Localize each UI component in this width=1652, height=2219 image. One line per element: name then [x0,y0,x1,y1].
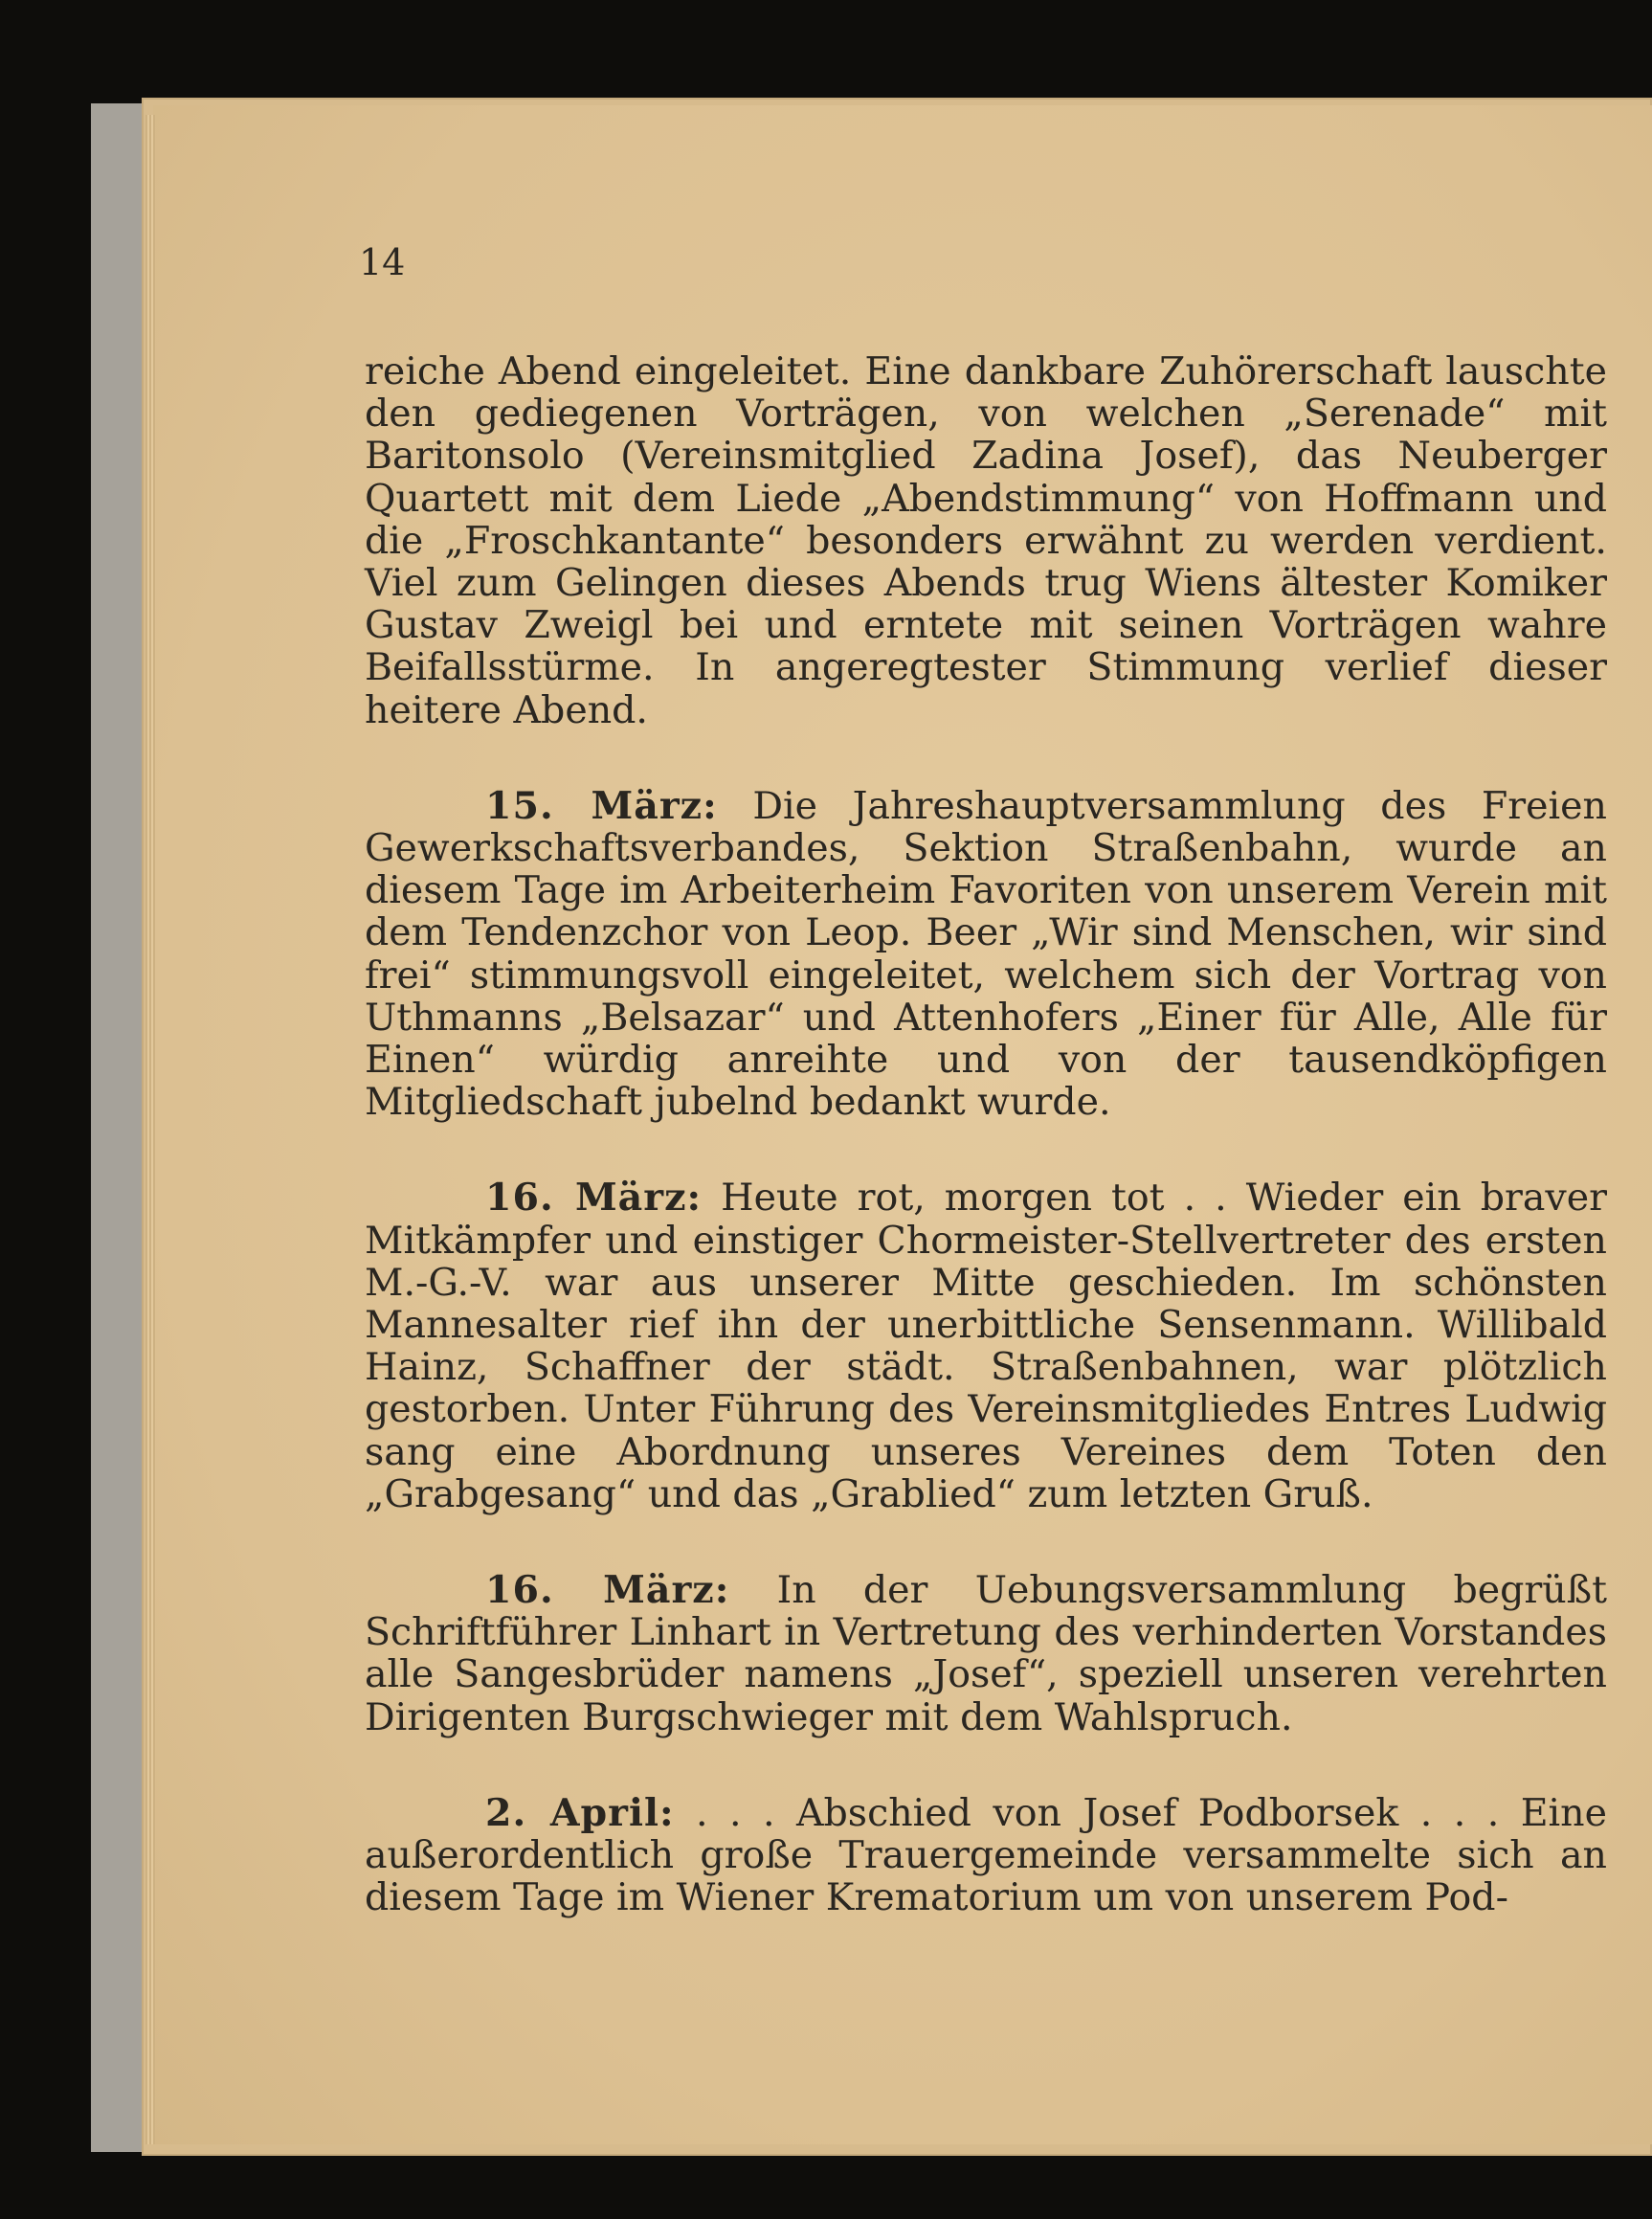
paragraph-text: . . . Abschied von Josef Podborsek . . . Eine außerordentlich große Trauergemeinde versammelte sich an diesem Tage im Wiener Krematorium um von unserem Pod- [365,1790,1607,1920]
paragraph-entry [365,1569,1607,1738]
body-text [365,350,1607,1919]
entry-date: 16. März: [485,1176,703,1221]
paragraph-entry [365,1177,1607,1515]
paragraph-text: Heute rot, morgen tot . . Wieder ein braver Mitkämpfer und einstiger Chormeister-Stellvertreter des ersten M.-G.-V. war aus unserer Mitte geschieden. Im schönsten Mannesalter rief ihn der unerbittliche Sensenmann. Willibald Hainz, Schaffner der städt. Straßenbahnen, war plötzlich gestorben. Unter Führung des Vereinsmitgliedes Entres Ludwig sang eine Abordnung unseres Vereines dem Toten den „Grabgesang“ und das „Grablied“ zum letzten Gruß. [365,1176,1607,1516]
entry-date: 16. März: [485,1568,730,1613]
paragraph-text: Die Jahreshauptversammlung des Freien Gewerkschaftsverbandes, Sektion Straßenbahn, wurde an diesem Tage im Arbeiterheim Favoriten von unserem Verein mit dem Tendenzchor von Leop. Beer „Wir sind Menschen, wir sind frei“ stimmungsvoll eingeleitet, welchem sich der Vortrag von Uthmanns „Belsazar“ und Attenhofers „Einer für Alle, Alle für Einen“ würdig anreihte und von der tausendköpfigen Mitgliedschaft jubelnd bedankt wurde. [365,783,1607,1125]
paragraph-text: reiche Abend eingeleitet. Eine dankbare Zuhörerschaft lauschte den gediegenen Vorträgen, von welchen „Serenade“ mit Baritonsolo (Vereinsmitglied Zadina Josef), das Neuberger Quartett mit dem Liede „Abendstimmung“ von Hoffmann und die „Froschkantante“ besonders erwähnt zu werden verdient. Viel zum Gelingen dieses Abends trug Wiens ältester Komiker Gustav Zweigl bei und erntete mit seinen Vorträgen wahre Beifallsstürme. In angeregtester Stimmung verlief dieser heitere Abend. [365,349,1607,732]
entry-date: 2. April: [485,1790,675,1835]
entry-date: 15. März: [485,783,718,828]
paragraph-text: In der Uebungsversammlung begrüßt Schriftführer Linhart in Vertretung des verhinderten Vorstandes alle Sangesbrüder namens „Josef“, speziell unseren verehrten Dirigenten Burgschwieger mit dem Wahlspruch. [365,1568,1607,1739]
paragraph-continuation [365,350,1607,731]
paragraph-entry [365,785,1607,1124]
page-edges [145,115,155,2144]
paragraph-entry [365,1792,1607,1919]
page-number: 14 [359,241,406,283]
